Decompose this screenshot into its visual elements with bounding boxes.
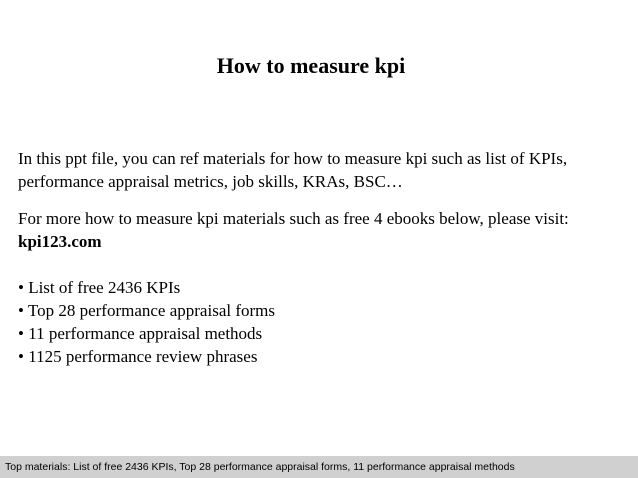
bullet-item-kpis: • List of free 2436 KPIs xyxy=(18,278,181,297)
bullet-item-appraisal-forms: • Top 28 performance appraisal forms xyxy=(18,301,276,320)
more-info-text: For more how to measure kpi materials such as free 4 ebooks below, please visit: xyxy=(18,209,569,228)
more-info-paragraph xyxy=(18,207,618,253)
intro-paragraph: In this ppt file, you can ref materials for how to measure kpi such as list of KPIs, performance appraisal metrics, job skills, KRAs, BSC… xyxy=(18,149,568,191)
site-link[interactable]: kpi123.com xyxy=(18,232,102,251)
footer-bar: Top materials: List of free 2436 KPIs, Top 28 performance appraisal forms, 11 performance appraisal methods xyxy=(0,456,638,478)
bullet-item-appraisal-methods: • 11 performance appraisal methods xyxy=(18,324,263,343)
bullet-item-review-phrases: • 1125 performance review phrases xyxy=(18,347,258,366)
slide-title: How to measure kpi xyxy=(216,53,406,78)
bullet-list xyxy=(18,276,618,368)
